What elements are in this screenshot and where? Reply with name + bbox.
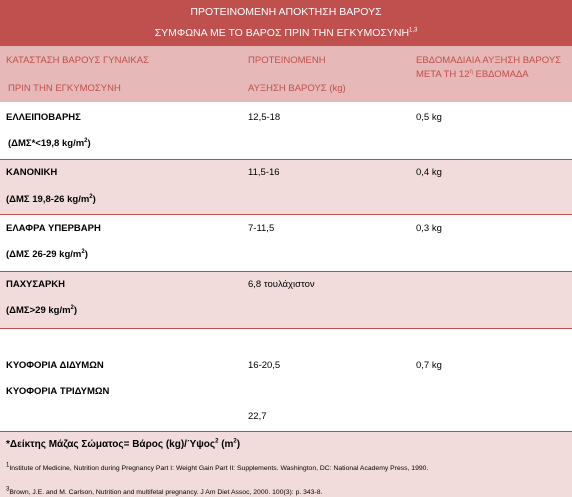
header-weekly-line-2-post: ΕΒΔΟΜΑΔΑ xyxy=(472,69,529,80)
multiples-row xyxy=(0,329,572,431)
twins-label: ΚΥΟΦΟΡΙΑ ΔΙΔΥΜΩΝ xyxy=(6,360,104,371)
title-line-1: ΠΡΟΤΕΙΝΟΜΕΝΗ ΑΠΟΚΤΗΣΗ ΒΑΡΟΥΣ xyxy=(190,6,382,18)
header-weekly-ordinal: η xyxy=(469,68,473,75)
row-gain: 7-11,5 xyxy=(248,223,275,234)
row-weekly: 0,5 kg xyxy=(416,112,442,123)
header-status-line-1: ΚΑΤΑΣΤΑΣΗ ΒΑΡΟΥΣ ΓΥΝΑΙΚΑΣ xyxy=(6,55,149,66)
row-bmi-sup: 2 xyxy=(89,193,93,200)
row-bmi-end: ) xyxy=(84,249,88,260)
row-status: ΠΑΧΥΣΑΡΚΗ xyxy=(6,279,66,290)
reference-3-number: 3 xyxy=(6,486,10,493)
title-line-2-text: ΣΥΜΦΩΝΑ ΜΕ ΤΟ ΒΑΡΟΣ ΠΡΙΝ ΤΗΝ ΕΓΚΥΜΟΣΥΝΗ xyxy=(154,27,410,39)
row-weekly: 0,4 kg xyxy=(416,167,442,178)
table-row xyxy=(0,159,572,215)
header-gain-line-1: ΠΡΟΤΕΙΝΟΜΕΝΗ xyxy=(248,55,326,66)
table-row xyxy=(0,103,572,159)
row-bmi-range xyxy=(8,138,91,149)
row-status: ΕΛΑΦΡΑ ΥΠΕΡΒΑΡΗ xyxy=(6,223,101,234)
title-reference-marks: 1,3 xyxy=(409,27,418,34)
twins-gain: 16-20,5 xyxy=(248,360,281,371)
row-status: ΕΛΛΕΙΠΟΒΑΡΗΣ xyxy=(6,112,81,123)
title-line-2 xyxy=(0,27,572,39)
row-weekly: 0,3 kg xyxy=(416,223,442,234)
row-bmi-range xyxy=(6,194,96,205)
header-weekly-line-1: ΕΒΔΟΜΑΔΙΑΙΑ ΑΥΞΗΣΗ ΒΑΡΟΥΣ xyxy=(416,55,562,66)
reference-3-text: Brown, J.E. and M. Carlson, Nutrition and multifetal pregnancy. J Am Diet Assoc, 2000. 100(3): p. 343-8. xyxy=(9,489,323,496)
row-bmi-range xyxy=(6,249,88,260)
row-bmi-range xyxy=(6,305,77,316)
bmi-definition-text: *Δείκτης Μάζας Σώματος= Βάρος (kg)/Ύψος xyxy=(6,439,216,450)
reference-3 xyxy=(6,486,323,496)
row-gain: 11,5-16 xyxy=(248,167,280,178)
table-row xyxy=(0,271,572,329)
row-bmi-end: ) xyxy=(87,138,91,149)
table-title-band xyxy=(0,0,572,46)
row-status: ΚΑΝΟΝΙΚΗ xyxy=(6,167,58,178)
row-bmi-sup: 2 xyxy=(81,248,85,255)
row-gain: 12,5-18 xyxy=(248,112,281,123)
row-bmi-sup: 2 xyxy=(84,137,88,144)
bmi-definition-sup-2: 2 xyxy=(233,438,237,445)
bmi-definition-sup: 2 xyxy=(215,438,219,445)
header-status-line-2: ΠΡΙΝ ΤΗΝ ΕΓΚΥΜΟΣΥΝΗ xyxy=(8,83,121,94)
footnotes-row xyxy=(0,431,572,497)
row-bmi-text: (ΔΜΣ*<19,8 kg/m xyxy=(8,138,85,149)
twins-weekly: 0,7 kg xyxy=(416,360,442,371)
row-bmi-text: (ΔΜΣ 19,8-26 kg/m xyxy=(6,194,90,205)
reference-1-number: 1 xyxy=(6,462,10,469)
row-bmi-text: (ΔΜΣ>29 kg/m xyxy=(6,305,71,316)
row-bmi-end: ) xyxy=(92,194,96,205)
header-weekly-line-2-pre: ΜΕΤΑ ΤΗ 12 xyxy=(416,69,470,80)
row-bmi-text: (ΔΜΣ 26-29 kg/m xyxy=(6,249,82,260)
triplets-label: ΚΥΟΦΟΡΙΑ ΤΡΙΔΥΜΩΝ xyxy=(6,386,110,397)
table-row xyxy=(0,215,572,271)
triplets-gain: 22,7 xyxy=(248,411,267,422)
bmi-definition-end: ) xyxy=(236,439,241,450)
reference-1-text: Institute of Medicine, Nutrition during Pregnancy Part I: Weight Gain Part II: Supplements. Washington, DC: National Academy Press, 1990. xyxy=(9,465,429,472)
row-bmi-sup: 2 xyxy=(70,304,74,311)
row-bmi-end: ) xyxy=(73,305,78,316)
bmi-definition-unit: (m xyxy=(218,439,234,450)
row-gain: 6,8 τουλάχιστον xyxy=(248,279,315,290)
header-gain-line-2: ΑΥΞΗΣΗ ΒΑΡΟΥΣ (kg) xyxy=(248,83,346,94)
column-header-row xyxy=(0,46,572,103)
reference-1 xyxy=(6,462,429,472)
bmi-definition xyxy=(6,439,240,450)
header-weekly-line-2 xyxy=(416,69,529,80)
